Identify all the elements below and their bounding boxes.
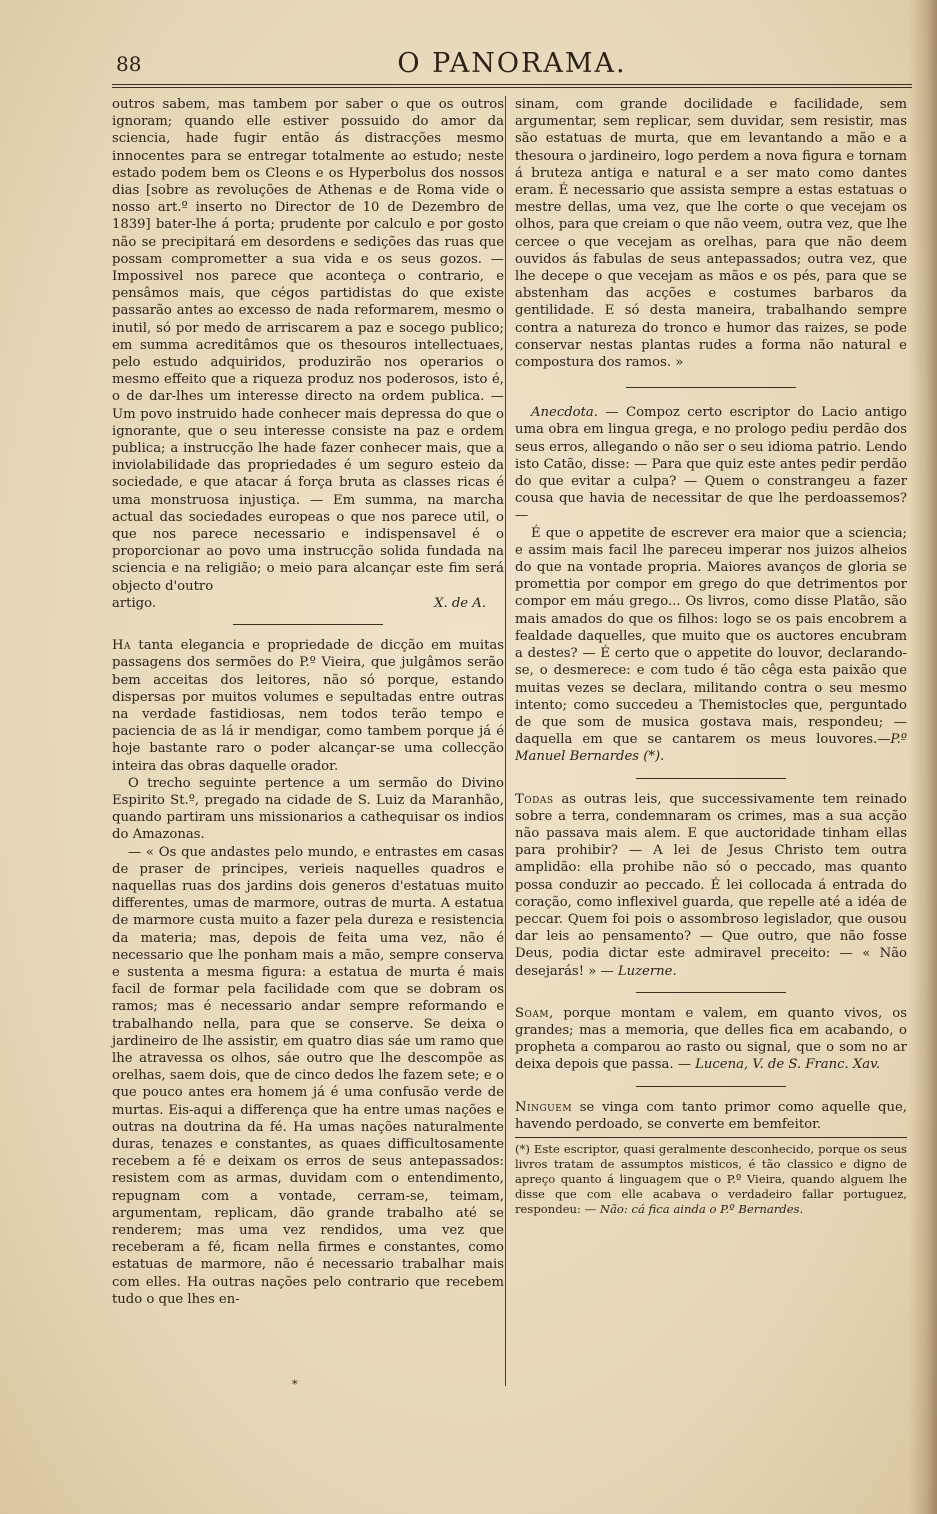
header-rule [112, 84, 912, 85]
paragraph-text: se vinga com tanto primor como aquelle que, havendo perdoado, se converte em bemfeitor. [515, 1099, 907, 1132]
drop-word: Ninguem [515, 1099, 573, 1115]
paragraph-bernardes [515, 525, 907, 766]
running-title: O PANORAMA. [397, 48, 627, 79]
author-signature: X. de A. [434, 595, 486, 611]
printer-signature-mark: * [292, 1378, 298, 1391]
footnote-text: (*) Este escriptor, quasi geralmente desconhecido, porque os seus livros tratam de assumptos misticos, é tão classico e digno de apreço quanto á linguagem que o P.º Vieira, quando alguem lhe disse que com elle acabava o verdadeiro fallar portuguez, respondeu: — [515, 1141, 907, 1216]
last-word: artigo. [112, 595, 157, 611]
section-separator [233, 624, 383, 625]
footnote [515, 1137, 907, 1217]
page-number: 88 [116, 52, 142, 76]
section-separator [636, 992, 786, 993]
paragraph-vieira-intro [112, 637, 504, 775]
paragraph-sermon-quote: — « Os que andastes pelo mundo, e entrastes em casas de praser de principes, verieis naquelles quadros e naquellas ruas dos jardins dois generos d'estatuas muito differentes, umas de marmore, outras de murta. A estatua de marmore custa muito a fazer pela dureza e resistencia da materia; mas, depois de feita uma vez, não é necessario que lhe ponham mais a mão, sempre conserva e sustenta a mesma figura: a estatua de murta é mais facil de formar pela facilidade com que se dobram os ramos; mas é necessario andar sempre reformando e trabalhando nella, para que se conserve. Se deixa o jardineiro de lhe assistir, em quatro dias sáe um ramo que lhe atravessa os olhos, sáe outro que lhe descompõe as orelhas, saem dois, que de cinco dedos lhe fazem sete; e o que pouco antes era homem já é uma confusão verde de murtas. Eis-aqui a differença que ha entre umas nações e outras na doutrina da fé. Ha umas nações naturalmente duras, tenazes e constantes, as quaes difficultosamente recebem a fé e deixam os erros de seus antepassados: resistem com as armas, duvidam com o entendimento, repugnam com a vontade, cerram-se, teimam, argumentam, replicam, dão grande trabalho até se renderem; mas uma vez rendidos, uma vez que receberam a fé, ficam nella firmes e constantes, como estatuas de marmore, não é necessario trabalhar mais com elles. Ha outras nações pelo contrario que recebem tudo o que lhes en- [112, 844, 504, 1307]
paragraph-sermon-context: O trecho seguinte pertence a um sermão do Divino Espirito St.º, pregado na cidade de S. Luiz da Maranhão, quando partiram uns missionarios a cathequisar os indios do Amazonas. [112, 775, 504, 843]
paragraph-sermon-continued: sinam, com grande docilidade e facilidade, sem argumentar, sem replicar, sem duvidar, sem resistir, mas são estatuas de murta, que em levantando a mão e a thesoura o jardineiro, logo perdem a nova figura e tornam á bruteza antiga e natural e a ser mato como dantes eram. É necessario que assista sempre a estas estatuas o mestre dellas, uma vez, que lhe corte o que vecejam os olhos, para que creiam o que não veem, outra vez, que lhe cercee o que vecejam as orelhas, para que não deem ouvidos ás fabulas de seus antepassados; outra vez, que lhe decepe o que vecejam as mãos e os pés, para que se abstenham das acções e costumes barbaros da gentilidade. E só desta maneira, trabalhando sempre contra a natureza do tronco e humor das raizes, se pode conservar nestas plantas rudes a forma não natural e compostura dos ramos. » [515, 97, 907, 371]
column-divider [505, 96, 506, 1386]
author-signature: —P.º Manuel Bernardes (*). [515, 732, 907, 765]
book-spine-shadow [909, 0, 937, 1514]
page-header [112, 48, 912, 82]
paragraph-laws [515, 791, 907, 980]
author-signature: Lucena, V. de S. Franc. Xav. [695, 1057, 881, 1073]
left-column [112, 96, 504, 1308]
right-column [515, 96, 907, 1217]
paragraph-revenge [515, 1099, 907, 1133]
section-separator [626, 387, 796, 388]
paragraph-text: , porque montam e valem, em quanto vivos, os grandes; mas a memoria, que delles fica em acabando, o propheta a comparou ao rasto ou signal, que o som no ar deixa depois que passa. — [515, 1005, 907, 1073]
anecdote-heading: Anecdota. [531, 405, 598, 421]
signature-line [112, 595, 504, 612]
paragraph-text: É que o appetite de escrever era maior que a sciencia; e assim mais facil lhe pareceu imperar nos juizos alheios do que na vontade propria. Maiores avanços de gloria se promettia por compor em grego do que detrimentos por compor em máu grego... Os livros, como disse Platão, são mais amados do que os filhos: logo se os pais encobrem a fealdade daquelles, que muito que os auctores encubram a destes? — É certo que o appetite do louvor, declarando-se, o desmerece: e com tudo é tão cêga esta paixão que muitas vezes se declara, militando contra o seu mesmo intento; como succedeu a Themistocles que, perguntado de que som de musica gostava mais, respondeu; — daquella em que se cantarem os meus louvores. [515, 525, 907, 748]
paragraph-text: tanta elegancia e propriedade de dicção em muitas passagens dos sermões do P.º Vieira, que julgâmos serão bem acceitas dos leitores, não só porque, estando dispersas por muitos volumes e sepultadas entre outras na verdade fastidiosas, nem todos terão tempo e paciencia de as lá ir mendigar, como tambem porque já é hoje bastante raro o poder alcançar-se uma collecção inteira das obras daquelle orador. [112, 638, 504, 774]
paragraph-text: — Compoz certo escriptor do Lacio antigo uma obra em lingua grega, e no prologo pediu perdão dos seus erros, allegando o não ser o seu idioma patrio. Lendo isto Catão, disse: — Para que quiz este antes pedir perdão do que evitar a culpa? — Quem o constrangeu a fazer cousa que havia de necessitar de que lhe perdoassemos? — [515, 405, 907, 524]
section-separator [636, 1086, 786, 1087]
drop-word: Todas [515, 791, 554, 807]
footnote-quote: Não: cá fica ainda o P.º Bernardes. [599, 1201, 804, 1216]
paragraph-text: as outras leis, que successivamente tem reinado sobre a terra, condemnaram os crimes, mas a sua acção não passava mais alem. E que auctoridade tinham ellas para prohibir? — A lei de Jesus Christo tem outra amplidão: ella prohibe não só o peccado, mas quanto possa conduzir ao peccado. É lei collocada á entrada do coração, como inflexivel guarda, que repelle até a idéa de peccar. Quem foi pois o assombroso legislador, que ousou dar leis ao pensamento? — Que outro, que não fosse Deus, podia dictar este admiravel preceito: — « Não desejarás! » — [515, 791, 907, 979]
drop-word: Ha [112, 638, 131, 654]
drop-word: Soam [515, 1005, 550, 1021]
section-separator [636, 778, 786, 779]
paragraph-anecdote [515, 404, 907, 524]
paragraph-education: outros sabem, mas tambem por saber o que os outros ignoram; quando elle estiver possuido do amor da sciencia, hade fugir então ás distracções mesmo innocentes para se entregar totalmente ao estudo; neste estado podem bem os Cleons e os Hyperbolus dos nossos dias [sobre as revoluções de Athenas e de Roma vide o nosso art.º inserto no Director de 10 de Dezembro de 1839] bater-lhe á porta; prudente por calculo e por gosto não se precipitará em desordens e sedições das ruas que possam comprometter a sua vida e os seus gozos. — Impossivel nos parece que aconteça o contrario, e pensâmos mais, que cégos partidistas do que existe passarão antes ao excesso de nada reformarem, mesmo o inutil, só por medo de arriscarem a paz e socego publico; em summa acreditâmos que os thesouros intellectuaes, pelo estudo adquiridos, produzirão nos operarios o mesmo effeito que a riqueza produz nos poderosos, isto é, o de dar-lhes um interesse directo na ordem publica. — Um povo instruido hade conhecer mais depressa do que o ignorante, que o seu interesse consiste na paz e ordem publica; a instrucção lhe hade fazer conhecer mais, que a inviolabilidade das propriedades é um seguro esteio da sociedade, e que atacar á força bruta as classes ricas é uma monstruosa injustiça. — Em summa, na marcha actual das sociedades europeas o que nos parece util, o que nos parece necessario e indispensavel é o proporcionar ao povo uma instrucção solida fundada na sciencia e na religião; o meio para alcançar este fim será objecto d'outro [112, 97, 504, 594]
header-rule-double [112, 87, 912, 88]
paragraph-memory [515, 1005, 907, 1074]
author-signature: Luzerne. [617, 963, 677, 979]
